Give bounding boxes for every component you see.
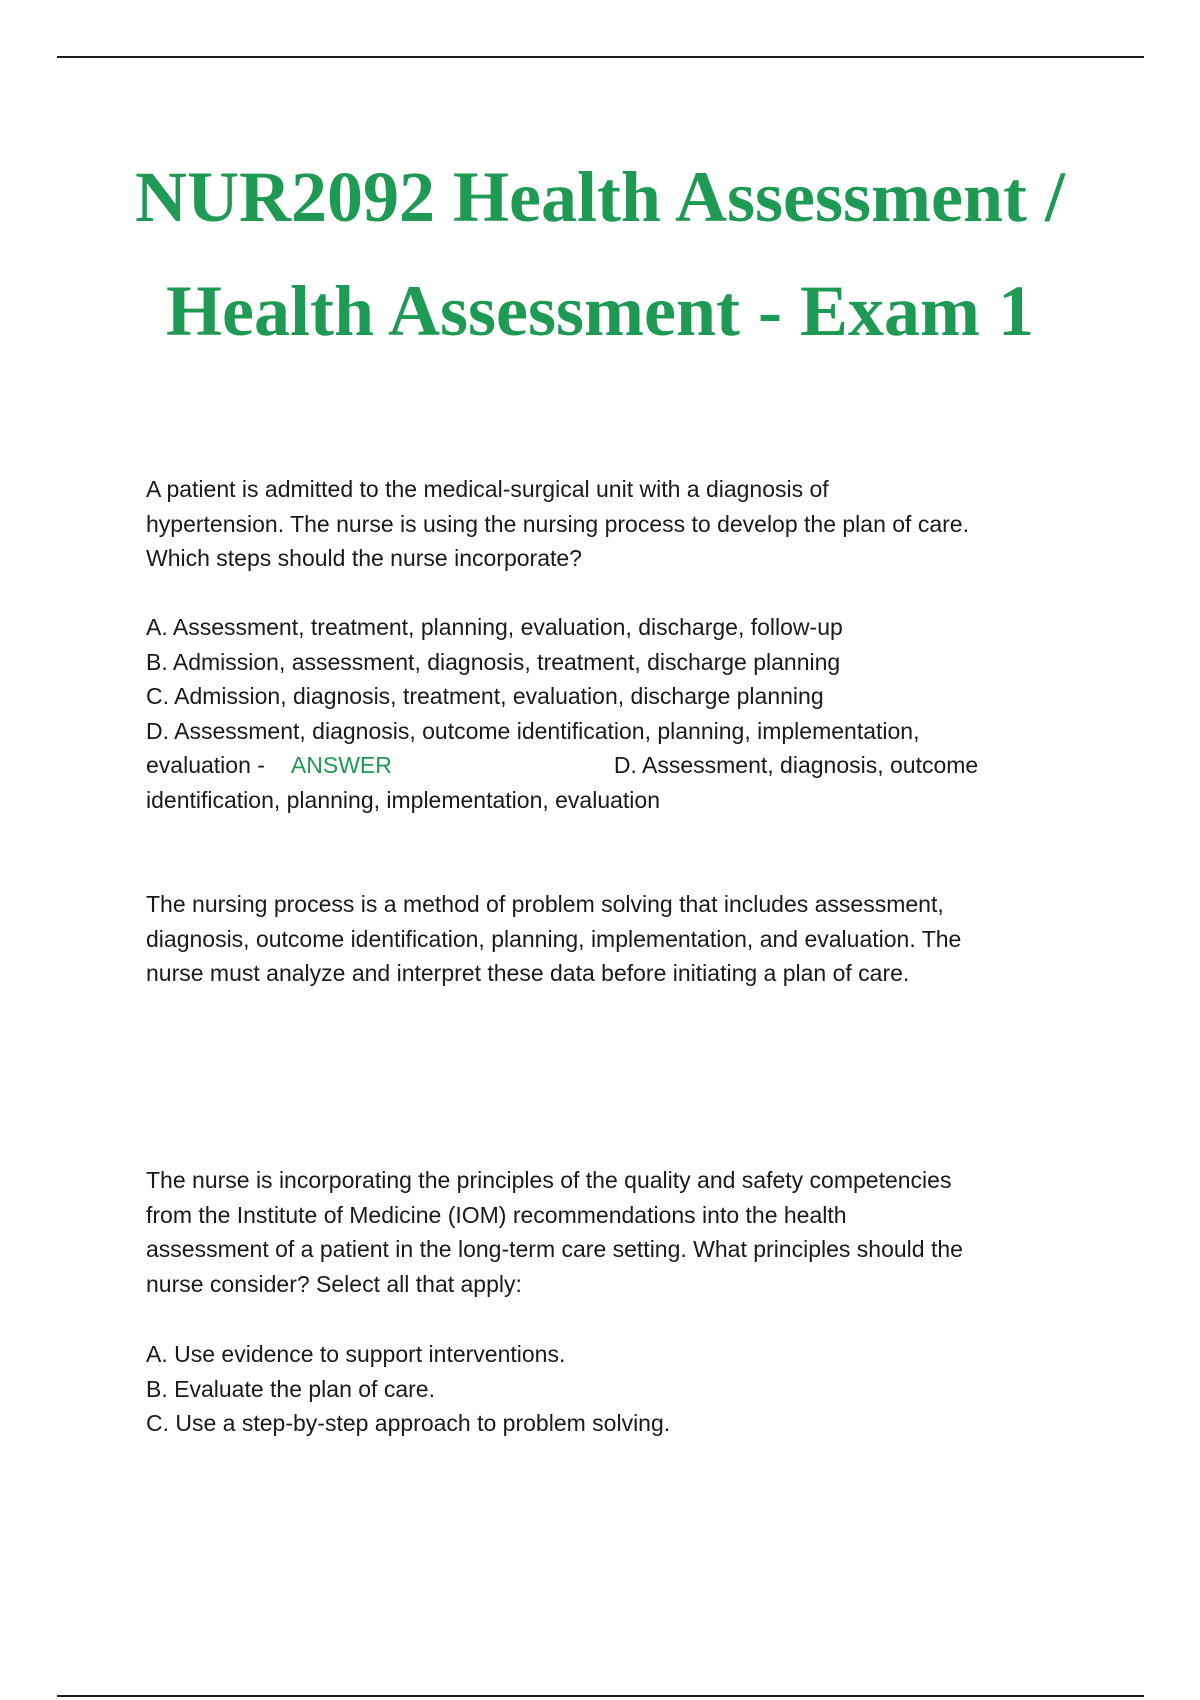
question-1-option-d: D. Assessment, diagnosis, outcome identification, planning, implementation, — [146, 717, 920, 744]
explanation-line: nurse must analyze and interpret these data before initiating a plan of care. — [146, 960, 910, 986]
question-2-stem-line: from the Institute of Medicine (IOM) recommendations into the health — [146, 1201, 847, 1228]
explanation-line: diagnosis, outcome identification, planning, implementation, and evaluation. The — [146, 925, 962, 952]
question-1-stem-line: hypertension. The nurse is using the nursing process to develop the plan of care. — [146, 510, 969, 537]
question-2-stem — [146, 1163, 1086, 1301]
document-title — [60, 140, 1140, 368]
question-1-answer-row — [146, 748, 1086, 783]
question-1-option-c: C. Admission, diagnosis, treatment, evaluation, discharge planning — [146, 683, 824, 709]
question-2-options — [146, 1337, 1086, 1441]
question-2-stem-line: The nurse is incorporating the principles of the quality and safety competencies — [146, 1167, 952, 1193]
question-1-option-d-continued: evaluation - — [146, 752, 265, 778]
question-1-stem — [146, 472, 1086, 576]
title-line-1: NUR2092 Health Assessment / — [135, 157, 1065, 237]
answer-text-continued: identification, planning, implementation, evaluation — [146, 786, 660, 813]
question-2-option-c: C. Use a step-by-step approach to problem solving. — [146, 1410, 671, 1436]
question-1-stem-line: Which steps should the nurse incorporate? — [146, 545, 582, 571]
question-2-stem-line: nurse consider? Select all that apply: — [146, 1270, 522, 1297]
answer-label: ANSWER — [290, 752, 392, 778]
title-line-2: Health Assessment - Exam 1 — [166, 271, 1034, 351]
footer-rule — [57, 1695, 1144, 1697]
header-rule — [57, 56, 1144, 58]
question-2-option-b: B. Evaluate the plan of care. — [146, 1375, 435, 1402]
question-1-option-b: B. Admission, assessment, diagnosis, treatment, discharge planning — [146, 648, 841, 675]
question-1-stem-line: A patient is admitted to the medical-surgical unit with a diagnosis of — [146, 476, 829, 502]
explanation-line: The nursing process is a method of problem solving that includes assessment, — [146, 891, 944, 917]
question-2-option-a: A. Use evidence to support interventions. — [146, 1341, 566, 1367]
question-1-options — [146, 610, 1086, 817]
question-1-option-a: A. Assessment, treatment, planning, evaluation, discharge, follow-up — [146, 614, 843, 640]
question-1-explanation — [146, 887, 1086, 991]
answer-text: D. Assessment, diagnosis, outcome — [613, 752, 979, 778]
question-2-stem-line: assessment of a patient in the long-term care setting. What principles should the — [146, 1236, 963, 1262]
